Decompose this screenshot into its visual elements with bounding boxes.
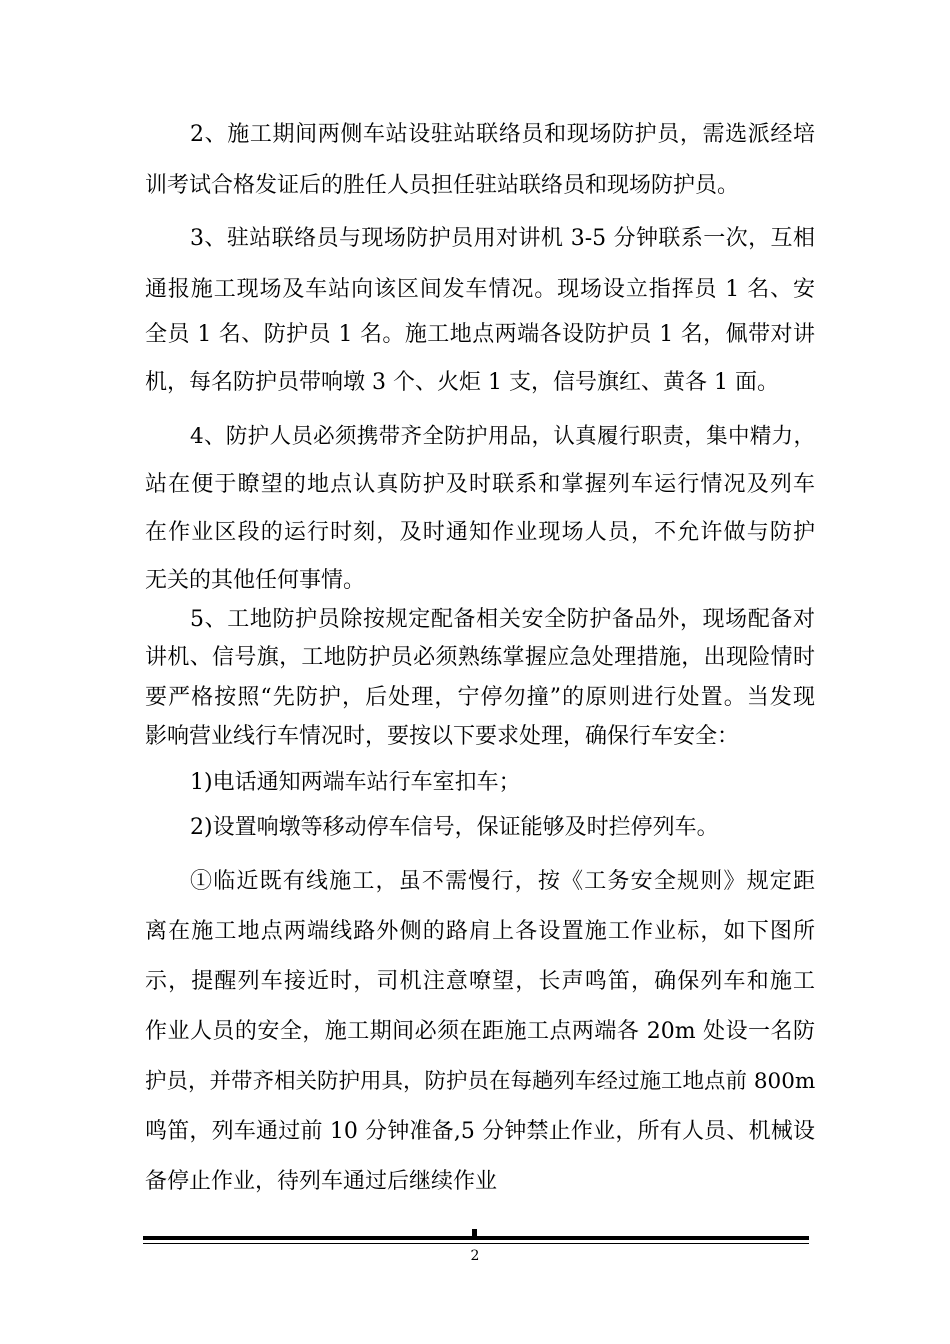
paragraph-3-line-2: 通报施工现场及车站向该区间发车情况。现场设立指挥员 1 名、安 bbox=[145, 277, 815, 302]
paragraph-3-line-3: 全员 1 名、防护员 1 名。施工地点两端各设防护员 1 名，佩带对讲 bbox=[145, 322, 815, 347]
paragraph-5-line-1: 5、工地防护员除按规定配备相关安全防护备品外，现场配备对 bbox=[190, 607, 815, 632]
paragraph-3-line-4: 机，每名防护员带响墩 3 个、火炬 1 支，信号旗红、黄各 1 面。 bbox=[145, 370, 779, 395]
paragraph-4-line-2: 站在便于瞭望的地点认真防护及时联系和掌握列车运行情况及列车 bbox=[145, 472, 815, 497]
paragraph-6-line-3: 示，提醒列车接近时，司机注意嘹望，长声鸣笛，确保列车和施工 bbox=[145, 969, 815, 994]
paragraph-6-line-4: 作业人员的安全，施工期间必须在距施工点两端各 20m 处设一名防 bbox=[145, 1019, 815, 1044]
paragraph-4-line-3: 在作业区段的运行时刻，及时通知作业现场人员，不允许做与防护 bbox=[145, 520, 815, 545]
paragraph-6-line-6: 鸣笛，列车通过前 10 分钟准备,5 分钟禁止作业，所有人员、机械设 bbox=[145, 1119, 815, 1144]
paragraph-3-line-1: 3、驻站联络员与现场防护员用对讲机 3-5 分钟联系一次，互相 bbox=[190, 226, 815, 251]
paragraph-5-line-2: 讲机、信号旗，工地防护员必须熟练掌握应急处理措施，出现险情时 bbox=[145, 645, 815, 670]
list-item-1: 1)电话通知两端车站行车室扣车； bbox=[190, 770, 521, 795]
paragraph-2-line-2: 训考试合格发证后的胜任人员担任驻站联络员和现场防护员。 bbox=[145, 173, 740, 198]
paragraph-6-line-1: ①临近既有线施工，虽不需慢行，按《工务安全规则》规定距 bbox=[190, 869, 815, 894]
paragraph-4-line-4: 无关的其他任何事情。 bbox=[145, 568, 366, 593]
paragraph-2-line-1: 2、施工期间两侧车站设驻站联络员和现场防护员，需选派经培 bbox=[190, 122, 815, 147]
list-item-2: 2)设置响墩等移动停车信号，保证能够及时拦停列车。 bbox=[190, 815, 719, 840]
footer-rule-thin bbox=[143, 1243, 809, 1244]
paragraph-6-line-2: 离在施工地点两端线路外侧的路肩上各设置施工作业标，如下图所 bbox=[145, 919, 815, 944]
paragraph-5-line-3: 要严格按照“先防护，后处理，宁停勿撞”的原则进行处置。当发现 bbox=[145, 685, 815, 710]
paragraph-6-line-7: 备停止作业，待列车通过后继续作业 bbox=[145, 1169, 498, 1194]
paragraph-4-line-1: 4、防护人员必须携带齐全防护用品，认真履行职责，集中精力， bbox=[190, 424, 815, 449]
paragraph-6-line-5: 护员，并带齐相关防护用具，防护员在每趟列车经过施工地点前 800m bbox=[145, 1069, 816, 1094]
footer-rule-marker bbox=[472, 1229, 477, 1236]
footer-rule-thick bbox=[143, 1236, 809, 1240]
page-number: 2 bbox=[470, 1248, 480, 1264]
paragraph-5-line-4: 影响营业线行车情况时，要按以下要求处理，确保行车安全： bbox=[145, 724, 740, 749]
